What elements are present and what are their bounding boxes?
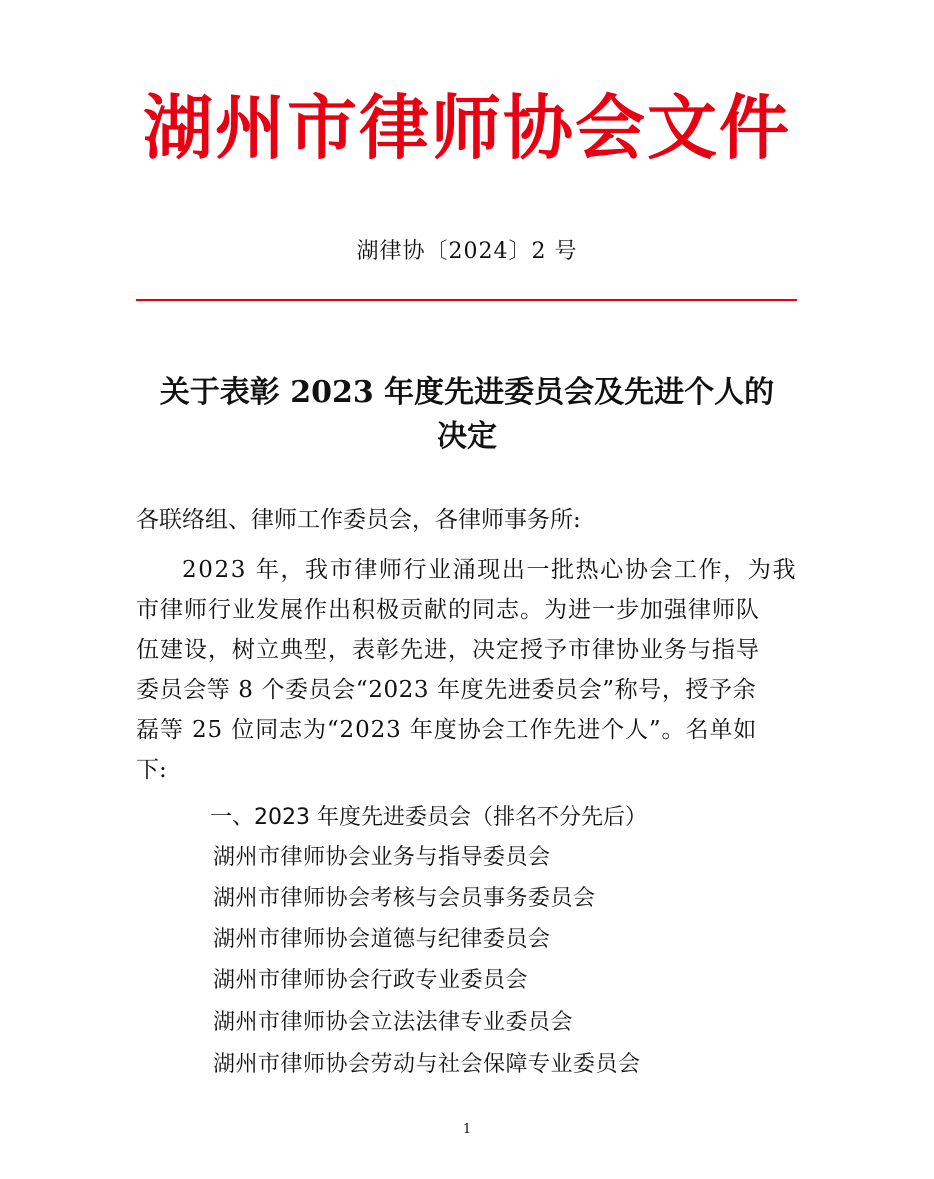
list-item: 湖州市律师协会考核与会员事务委员会 xyxy=(213,886,596,911)
list-item: 湖州市律师协会劳动与社会保障专业委员会 xyxy=(213,1052,641,1077)
document-number: 湖律协〔2024〕2 号 xyxy=(356,239,578,264)
document-title-line-1: 关于表彰 2023 年度先进委员会及先进个人的 xyxy=(159,375,775,410)
body-paragraph-line: 市律师行业发展作出积极贡献的同志。为进一步加强律师队 xyxy=(136,597,760,623)
body-paragraph-line: 伍建设，树立典型，表彰先进，决定授予市律协业务与指导 xyxy=(136,637,760,663)
document-title-line-2: 决定 xyxy=(437,419,497,454)
page-number: 1 xyxy=(462,1122,472,1137)
body-paragraph-line: 磊等 25 位同志为“2023 年度协会工作先进个人”。名单如 xyxy=(136,717,758,743)
salutation: 各联络组、律师工作委员会，各律师事务所: xyxy=(136,507,581,533)
list-item: 湖州市律师协会立法法律专业委员会 xyxy=(213,1010,574,1035)
list-item: 湖州市律师协会业务与指导委员会 xyxy=(213,845,551,870)
masthead-title: 湖州市律师协会文件 xyxy=(143,87,791,169)
body-paragraph-line: 委员会等 8 个委员会“2023 年度先进委员会”称号，授予余 xyxy=(136,677,757,703)
list-item: 湖州市律师协会道德与纪律委员会 xyxy=(213,927,551,952)
body-paragraph-line: 下: xyxy=(136,757,167,783)
red-divider-line xyxy=(136,299,797,301)
section-heading: 一、2023 年度先进委员会（排名不分先后） xyxy=(210,805,647,830)
list-item: 湖州市律师协会行政专业委员会 xyxy=(213,968,529,993)
body-paragraph-line: 2023 年，我市律师行业涌现出一批热心协会工作，为我 xyxy=(182,557,798,583)
